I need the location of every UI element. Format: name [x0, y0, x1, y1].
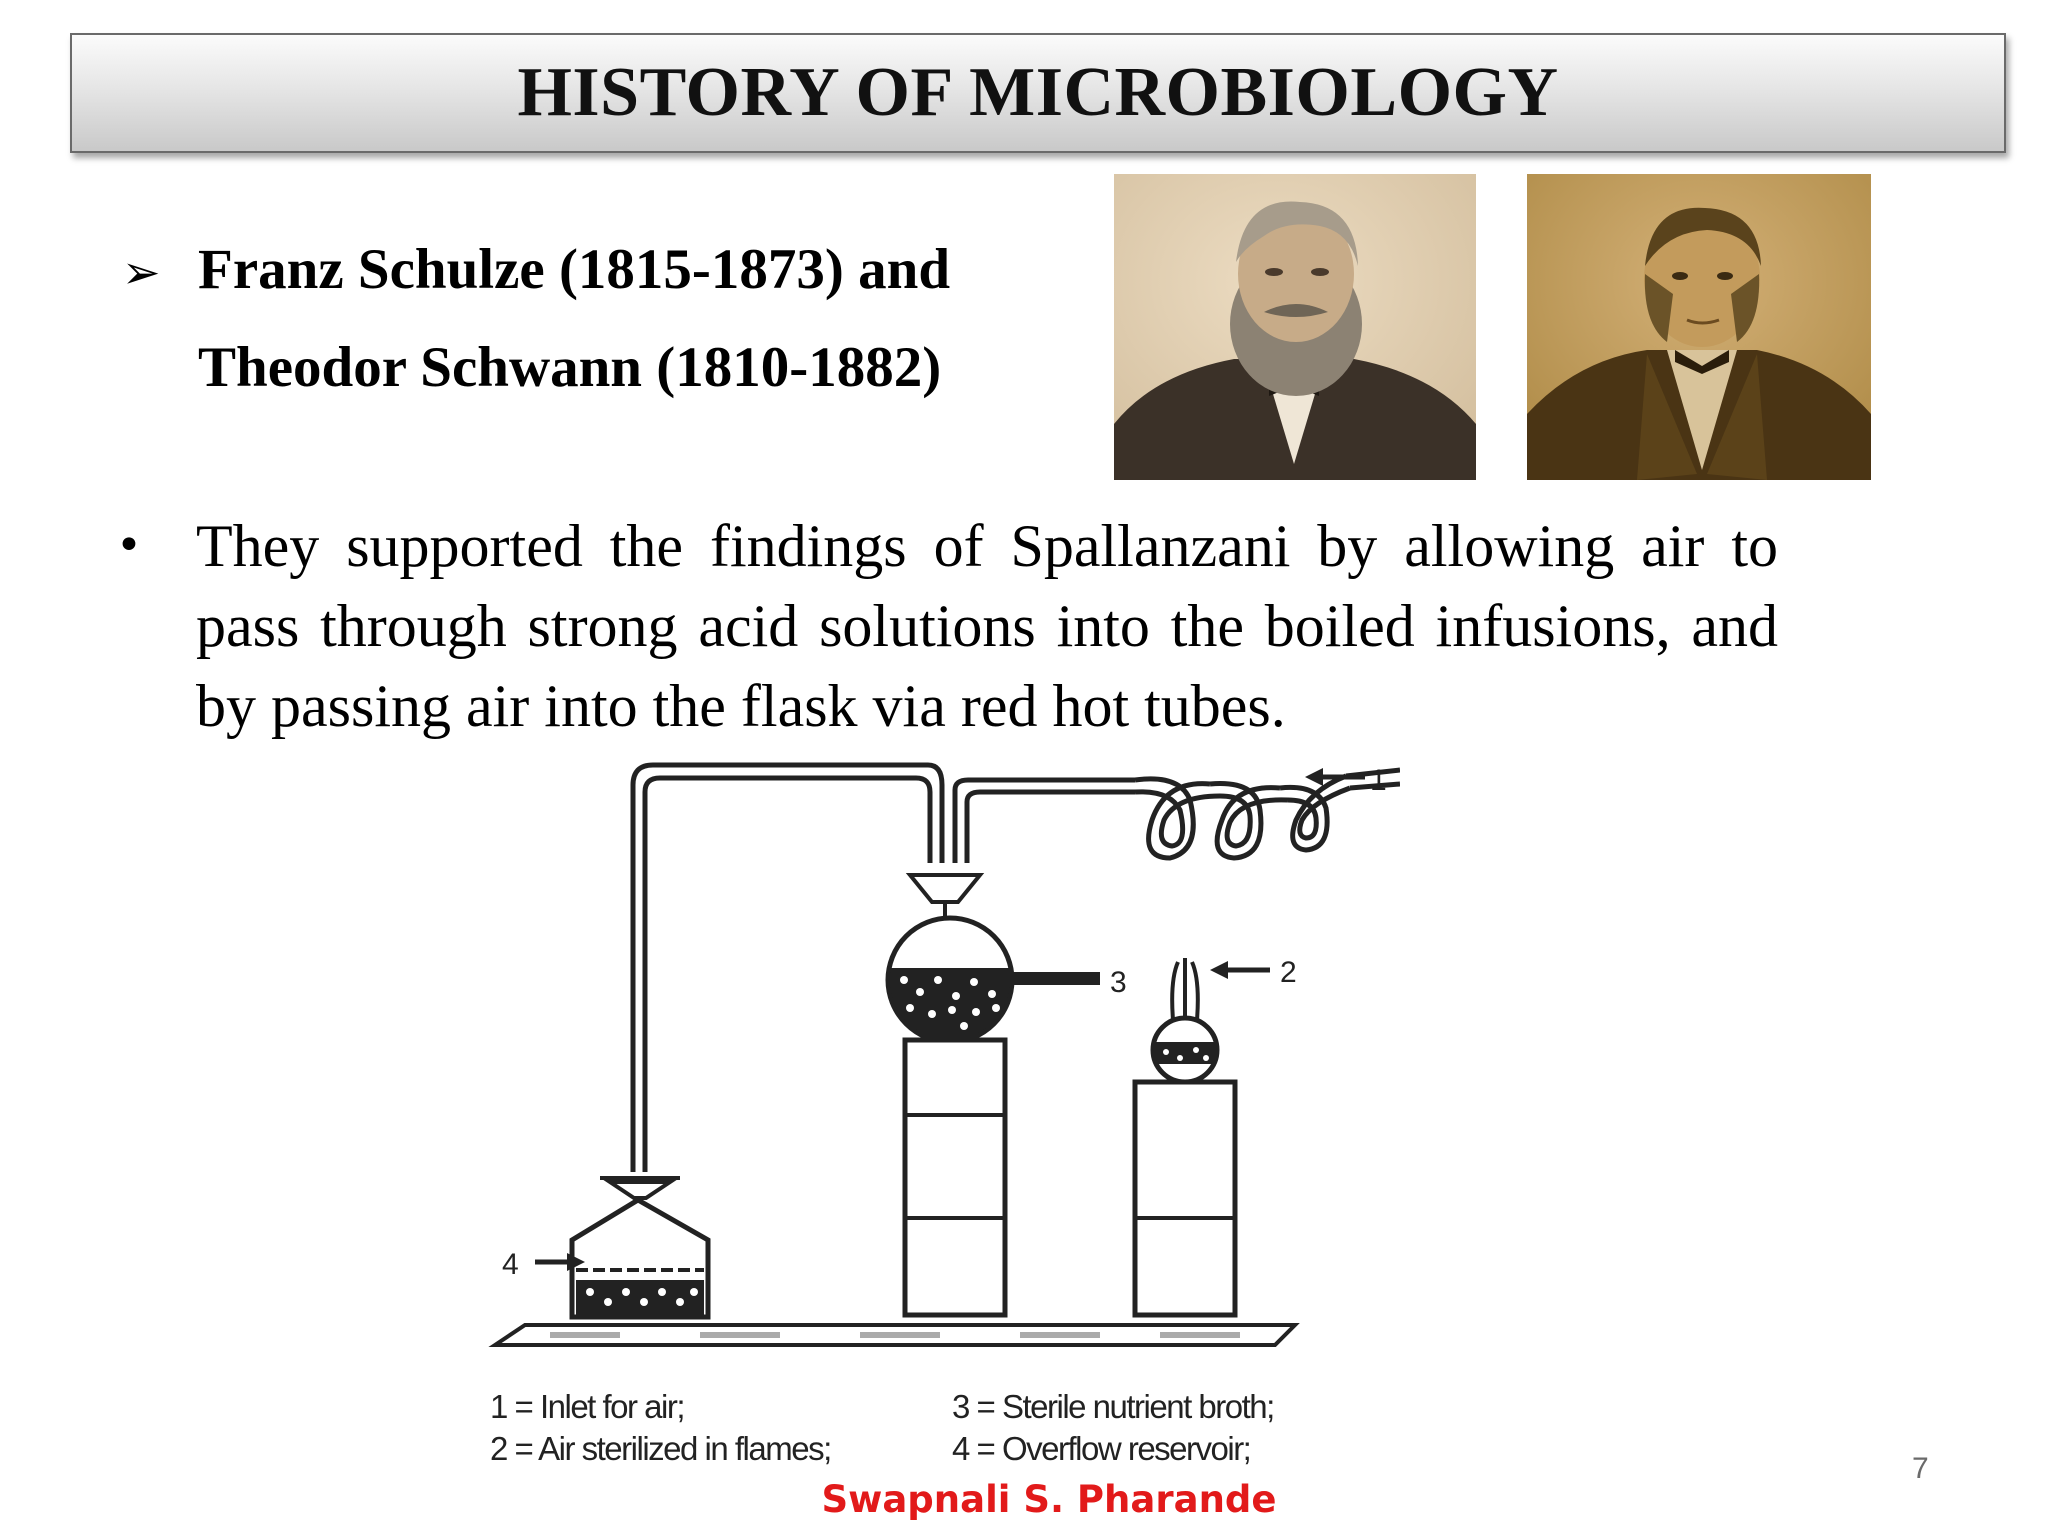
slide-title: HISTORY OF MICROBIOLOGY: [517, 54, 1559, 131]
legend-item-2: 2 = Air sterilized in flames;: [490, 1430, 831, 1467]
author-name: Swapnali S. Pharande: [821, 1478, 1277, 1521]
portrait-theodor-schwann: [1527, 174, 1871, 480]
heading-text-1: Franz Schulze (1815-1873) and: [198, 238, 951, 301]
portrait-2-image: [1527, 174, 1871, 480]
scientists-heading: [122, 222, 950, 416]
label-2: 2: [1280, 956, 1297, 989]
heading-text-2: Theodor Schwann (1810-1882): [198, 336, 942, 399]
portrait-1-image: [1114, 174, 1476, 480]
legend-item-3: 3 = Sterile nutrient broth;: [952, 1388, 1274, 1425]
legend-item-4: 4 = Overflow reservoir;: [952, 1430, 1251, 1467]
bullet-text: They supported the findings of Spallanzani by allowing air to pass through strong acid solutions into the boiled infusions, and by passing air into the flask via red hot tubes.: [196, 513, 1778, 739]
slide-title-bar: [70, 33, 2006, 153]
apparatus-diagram: [480, 740, 1400, 1400]
legend-item-1: 1 = Inlet for air;: [490, 1388, 685, 1425]
bullet-point: [116, 506, 1778, 746]
arrow-bullet-icon: ➢: [122, 245, 161, 299]
portrait-franz-schulze: [1114, 174, 1476, 480]
bullet-icon: •: [116, 520, 142, 571]
label-3: 3: [1110, 966, 1127, 999]
label-4: 4: [502, 1248, 519, 1281]
page-number: 7: [1912, 1452, 1929, 1485]
heading-line-1: [122, 222, 950, 320]
label-1: 1: [1370, 764, 1387, 797]
